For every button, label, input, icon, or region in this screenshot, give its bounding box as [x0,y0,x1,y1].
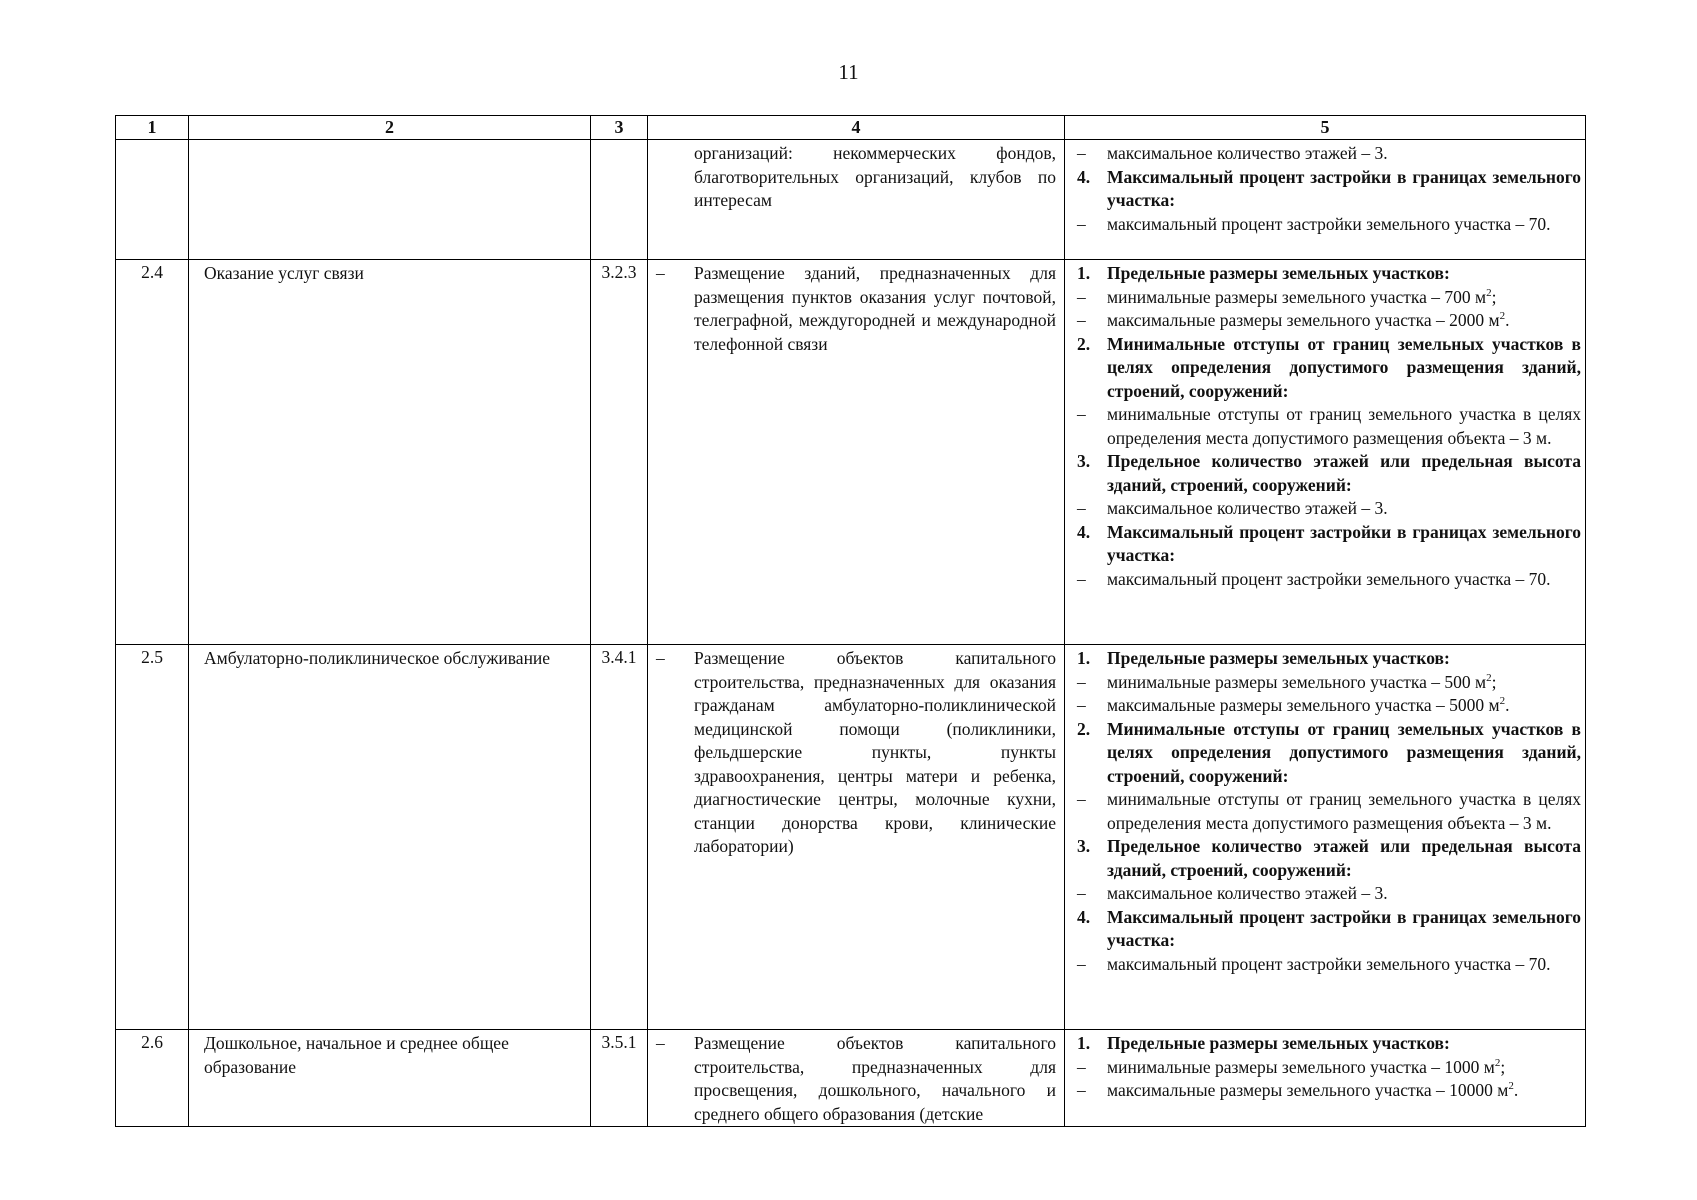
parameter-text-wrap [1107,788,1581,835]
parameter-text: Максимальный процент застройки в границах земельного участка: [1107,521,1581,565]
description-item [656,647,1056,859]
parameter-text: Максимальный процент застройки в границах земельного участка: [1107,166,1581,210]
row-number-cell [116,260,189,645]
description-text: Размещение зданий, предназначенных для размещения пунктов оказания услуг почтовой, телеграфной, междугородней и международной телефонной связи [694,263,1056,354]
parameter-suffix: ; [1491,286,1497,307]
parameter-item [1077,309,1581,333]
row-number-cell [116,645,189,1030]
parameter-text: максимальное количество этажей – 3. [1107,143,1388,163]
parameter-text: Предельные размеры земельных участков: [1107,263,1450,283]
parameter-text-wrap [1107,521,1581,568]
superscript: 2 [1486,671,1492,684]
parameter-item [1077,286,1581,310]
parameter-marker: 2. [1077,718,1091,739]
parameter-marker: – [1077,143,1086,163]
parameter-item [1077,788,1581,835]
parameter-text-wrap [1107,1056,1581,1080]
parameter-text: максимальное количество этажей – 3. [1107,883,1388,903]
parameter-text-wrap [1107,142,1581,166]
parameter-heading [1077,450,1581,497]
regulations-table [115,115,1586,1127]
table-row [116,140,1586,260]
parameter-heading [1077,521,1581,568]
use-name: Амбулаторно-поликлиническое обслуживание [204,648,551,668]
superscript: 2 [1508,1080,1514,1093]
parameter-heading [1077,718,1581,789]
use-name: Дошкольное, начальное и среднее общее образование [204,1033,509,1077]
column-header: 2 [189,116,591,140]
parameter-text: максимальное количество этажей – 3. [1107,498,1388,518]
parameter-suffix: . [1505,310,1510,330]
parameter-text: минимальные размеры земельного участка – 500 м [1107,671,1487,692]
parameter-text-wrap [1107,718,1581,789]
parameter-marker: 1. [1077,648,1091,668]
parameters-cell [1065,645,1586,1030]
parameter-text: минимальные отступы от границ земельного участка в целях определения места допустимого размещения объекта – 3 м. [1107,789,1581,833]
parameter-item [1077,403,1581,450]
use-name-cell [189,1030,591,1127]
parameter-text: максимальные размеры земельного участка – 2000 м [1107,310,1500,330]
parameter-marker: – [1077,286,1086,307]
parameter-item [1077,882,1581,906]
table-row [116,260,1586,645]
use-name-cell [189,260,591,645]
superscript: 2 [1486,286,1492,299]
parameter-suffix: ; [1500,1056,1506,1077]
parameter-text-wrap [1107,166,1581,213]
use-code: 3.5.1 [601,1032,637,1052]
use-code-cell [591,260,648,645]
row-number: 2.6 [141,1032,163,1052]
parameter-marker: – [1077,695,1086,715]
description-marker [656,142,694,213]
parameter-marker: – [1077,883,1086,903]
description-item [656,1032,1056,1126]
row-number: 2.4 [141,262,163,282]
use-code: 3.4.1 [601,647,637,667]
column-header: 3 [591,116,648,140]
parameter-text: Минимальные отступы от границ земельных участков в целях определения допустимого размещения зданий, строений, сооружений: [1107,333,1581,401]
use-description-cell [648,260,1065,645]
parameter-suffix: . [1513,1080,1519,1100]
parameter-suffix: ; [1491,671,1497,692]
description-marker: – [656,263,665,283]
parameter-item [1077,568,1581,592]
parameter-text-wrap [1107,262,1581,286]
use-description-cell [648,645,1065,1030]
parameter-marker: 2. [1077,333,1091,354]
parameter-text-wrap [1107,694,1581,718]
use-code: 3.2.3 [601,262,637,282]
parameter-text-wrap [1107,309,1581,333]
parameter-text-wrap [1107,953,1581,977]
parameter-text-wrap [1107,403,1581,450]
parameter-marker: 3. [1077,451,1091,471]
description-item [656,262,1056,356]
row-number-cell [116,140,189,260]
parameter-item [1077,142,1581,166]
parameter-marker: 1. [1077,263,1091,283]
parameter-text-wrap [1107,286,1581,310]
parameter-text-wrap [1107,497,1581,521]
use-description-cell [648,140,1065,260]
parameter-text: Минимальные отступы от границ земельных участков в целях определения допустимого размещения зданий, строений, сооружений: [1107,718,1581,786]
parameter-marker: 3. [1077,836,1091,856]
parameter-marker: – [1077,213,1086,234]
parameter-item [1077,213,1581,237]
parameter-text: максимальные размеры земельного участка – 10000 м [1107,1080,1509,1100]
parameter-marker: – [1077,568,1086,589]
use-code-cell [591,140,648,260]
parameter-item [1077,1056,1581,1080]
parameter-heading [1077,166,1581,213]
parameter-text: Предельные размеры земельных участков: [1107,1033,1450,1053]
parameter-marker: – [1077,671,1086,692]
parameter-marker: – [1077,953,1086,974]
parameter-heading [1077,647,1581,671]
parameter-heading [1077,835,1581,882]
table-row [116,645,1586,1030]
use-code-cell [591,1030,648,1127]
parameter-text: минимальные размеры земельного участка – 1000 м [1107,1056,1495,1077]
parameter-text: минимальные отступы от границ земельного участка в целях определения места допустимого размещения объекта – 3 м. [1107,404,1581,448]
parameter-suffix: . [1505,695,1510,715]
superscript: 2 [1499,695,1506,708]
use-name-cell [189,140,591,260]
parameter-text-wrap [1107,1032,1581,1056]
parameter-text: минимальные размеры земельного участка – 700 м [1107,286,1487,307]
parameter-text: Предельные размеры земельных участков: [1107,648,1450,668]
page-number: 11 [838,60,859,84]
parameter-heading [1077,262,1581,286]
parameter-item [1077,953,1581,977]
parameter-item [1077,694,1581,718]
parameter-heading [1077,1032,1581,1056]
parameter-item [1077,671,1581,695]
parameter-item [1077,1079,1581,1103]
parameter-text-wrap [1107,906,1581,953]
column-header: 1 [116,116,189,140]
column-header: 5 [1065,116,1586,140]
parameter-text-wrap [1107,647,1581,671]
parameter-text: Максимальный процент застройки в границах земельного участка: [1107,906,1581,950]
description-item [656,142,1056,213]
description-text: организаций: некоммерческих фондов, благотворительных организаций, клубов по интересам [694,143,1056,210]
parameter-marker: – [1077,310,1086,330]
use-name-cell [189,645,591,1030]
parameter-text-wrap [1107,835,1581,882]
parameter-heading [1077,333,1581,404]
parameter-marker: – [1077,789,1086,809]
parameter-text-wrap [1107,450,1581,497]
description-marker: – [656,1033,665,1053]
table-row [116,1030,1586,1127]
parameter-text-wrap [1107,333,1581,404]
parameter-marker: – [1077,1056,1086,1077]
use-description-cell [648,1030,1065,1127]
use-code-cell [591,645,648,1030]
parameter-heading [1077,906,1581,953]
description-marker: – [656,648,665,668]
column-header: 4 [648,116,1065,140]
parameter-text: максимальные размеры земельного участка – 5000 м [1107,695,1500,715]
parameter-marker: – [1077,498,1086,518]
superscript: 2 [1494,1056,1501,1069]
parameters-cell [1065,1030,1586,1127]
parameter-text-wrap [1107,882,1581,906]
parameter-marker: 1. [1077,1033,1091,1053]
parameters-cell [1065,260,1586,645]
parameter-marker: – [1077,1080,1086,1100]
parameter-marker: 4. [1077,906,1091,927]
parameters-cell [1065,140,1586,260]
parameter-text: максимальный процент застройки земельного участка – 70. [1107,213,1551,234]
parameter-text: Предельное количество этажей или предельная высота зданий, строений, сооружений: [1107,451,1581,495]
description-text: Размещение объектов капитального строительства, предназначенных для просвещения, дошкольного, начального и среднего общего образования (детские [694,1033,1056,1124]
table-header-row [116,116,1586,140]
row-number-cell [116,1030,189,1127]
parameter-text-wrap [1107,213,1581,237]
parameter-text: Предельное количество этажей или предельная высота зданий, строений, сооружений: [1107,836,1581,880]
description-text: Размещение объектов капитального строительства, предназначенных для оказания гражданам амбулаторно-поликлинической медицинской помощи (поликлиники, фельдшерские пункты, пункты здравоохранения, центры матери и ребенка, диагностические центры, молочные кухни, станции донорства крови, клинические лаборатории) [694,648,1056,856]
parameter-text-wrap [1107,671,1581,695]
parameter-text-wrap [1107,568,1581,592]
parameter-text-wrap [1107,1079,1581,1103]
parameter-text: максимальный процент застройки земельного участка – 70. [1107,568,1551,589]
row-number: 2.5 [141,647,163,667]
parameter-marker: 4. [1077,166,1091,187]
parameter-item [1077,497,1581,521]
parameter-marker: – [1077,404,1086,424]
parameter-text: максимальный процент застройки земельного участка – 70. [1107,953,1551,974]
superscript: 2 [1499,310,1506,323]
parameter-marker: 4. [1077,521,1091,542]
use-name: Оказание услуг связи [204,263,364,283]
